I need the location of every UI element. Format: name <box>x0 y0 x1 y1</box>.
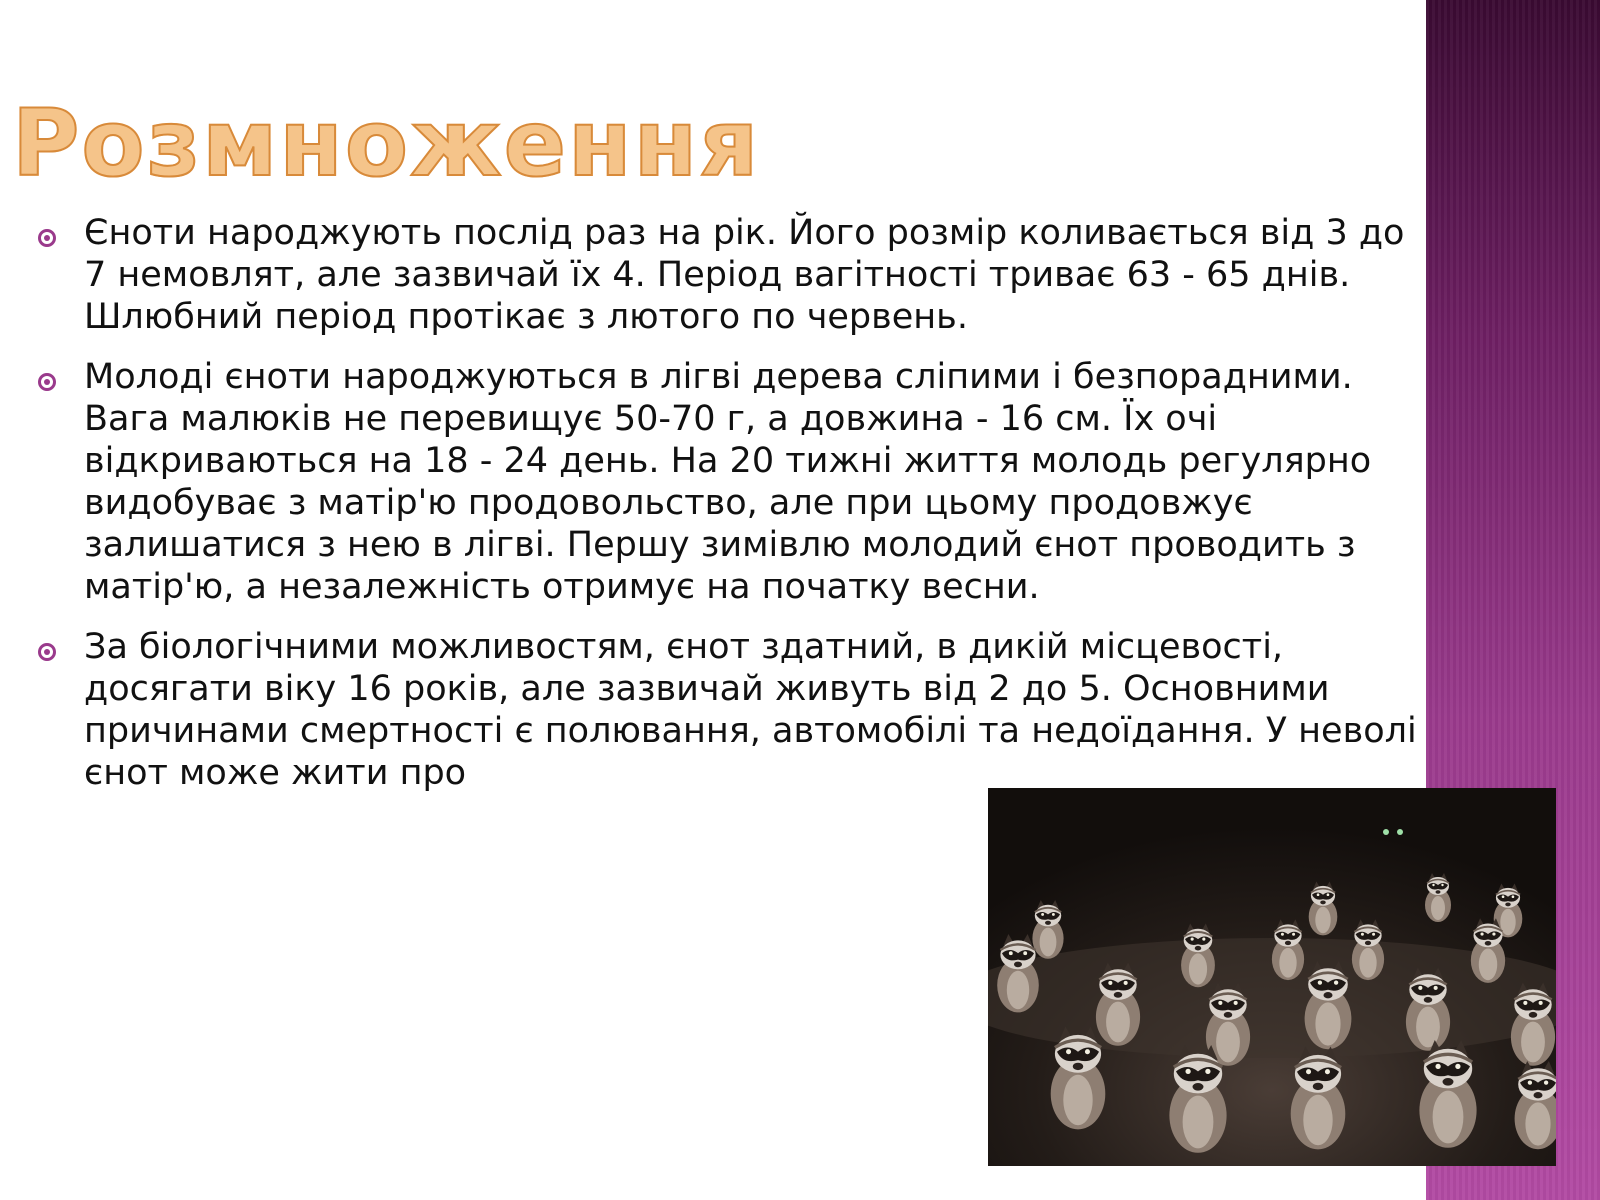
circle-bullet-icon <box>38 373 56 391</box>
bullet-text: Молоді єноти народжуються в лігві дерева сліпими і безпорадними. Вага малюків не перевищує 50-70 г, а довжина - 16 см. Їх очі відкриваються на 18 - 24 день. На 20 тижні життя молодь регулярно видобуває з матір'ю продовольство, але при цьому продовжує залишатися з нею в лігві. Першу зимівлю молодий єнот проводить з матір'ю, а незалежність отримує на початку весни. <box>84 357 1372 607</box>
bullet-list <box>30 212 1430 812</box>
raccoons-illustration <box>988 788 1556 1166</box>
bullet-item <box>30 626 1430 794</box>
bullet-text: Єноти народжують послід раз на рік. Його розмір коливається від 3 до 7 немовлят, але зазвичай їх 4. Період вагітності триває 63 - 65 днів. Шлюбний період протікає з лютого по червень. <box>84 213 1405 337</box>
bullet-item <box>30 212 1430 338</box>
circle-bullet-icon <box>38 643 56 661</box>
bullet-item <box>30 356 1430 608</box>
circle-bullet-icon <box>38 229 56 247</box>
slide-title: Розмноження <box>12 90 761 197</box>
raccoons-photo <box>988 788 1556 1166</box>
bullet-text: За біологічними можливостям, єнот здатний, в дикій місцевості, досягати віку 16 років, але зазвичай живуть від 2 до 5. Основними причинами смертності є полювання, автомобілі та недоїдання. У неволі єнот може жити про <box>84 627 1417 793</box>
